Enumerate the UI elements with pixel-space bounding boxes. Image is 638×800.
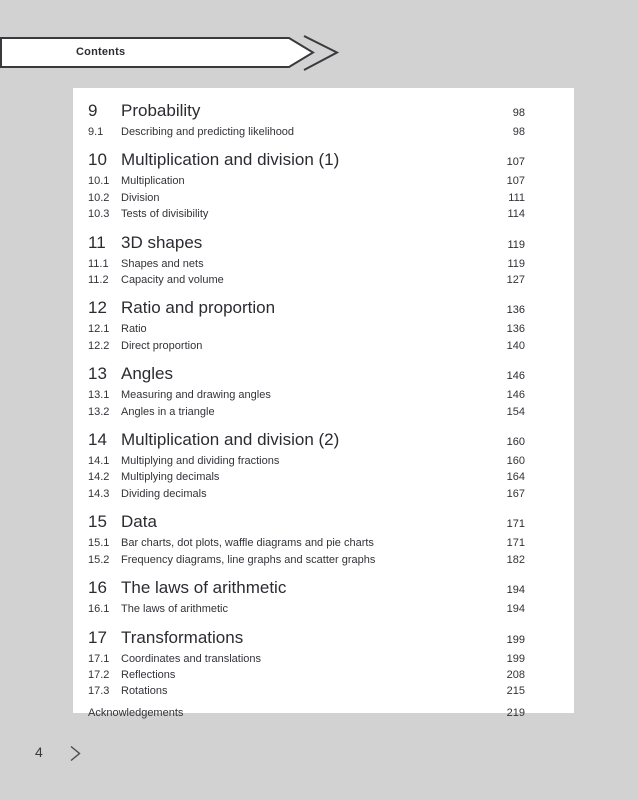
section-title: Multiplication	[121, 175, 185, 188]
contents-page-sheet	[73, 88, 574, 719]
contents-banner	[0, 33, 345, 75]
chapter-page: 171	[506, 518, 525, 531]
section-number: 10.2	[88, 191, 110, 204]
section-title: Dividing decimals	[121, 487, 207, 500]
chapter-number: 17	[88, 627, 107, 647]
toc-section-row	[88, 206, 525, 222]
arrow-ribbon-icon	[0, 33, 345, 75]
toc-chapter-block	[88, 100, 525, 140]
toc-section-row	[88, 601, 525, 617]
section-number: 15.2	[88, 553, 110, 566]
section-title: Multiplying and dividing fractions	[121, 455, 280, 468]
toc-section-row	[88, 256, 525, 272]
toc-section-row	[88, 190, 525, 206]
section-title: Ratio	[121, 323, 147, 336]
chapter-page: 98	[512, 107, 525, 119]
toc-section-row	[88, 552, 525, 568]
chapter-page: 146	[506, 370, 525, 383]
toc-chapter-row	[88, 363, 525, 387]
section-title: Angles in a triangle	[121, 405, 215, 418]
section-number: 14.3	[88, 487, 110, 500]
toc-chapter-row	[88, 297, 525, 321]
section-page: 160	[506, 455, 525, 468]
chapter-page: 107	[506, 156, 525, 169]
section-number: 13.2	[88, 405, 110, 418]
section-page: 208	[506, 668, 525, 681]
toc-section-row	[88, 173, 525, 189]
section-number: 14.1	[88, 455, 110, 468]
section-page: 171	[506, 537, 525, 550]
section-number: 11.2	[88, 274, 109, 287]
section-page: 127	[506, 274, 525, 287]
toc-chapter-block	[88, 232, 525, 289]
toc-chapter-block	[88, 511, 525, 568]
chapter-title: The laws of arithmetic	[121, 578, 287, 598]
toc-chapter-block	[88, 429, 525, 502]
section-number: 14.2	[88, 471, 110, 484]
section-title: The laws of arithmetic	[121, 603, 228, 616]
toc-section-row	[88, 387, 525, 403]
section-number: 10.1	[88, 175, 110, 188]
toc-chapter-row	[88, 511, 525, 535]
chapter-number: 15	[88, 512, 107, 532]
section-number: 13.1	[88, 389, 110, 402]
chapter-number: 14	[88, 430, 107, 450]
toc-section-row	[88, 535, 525, 551]
section-number: 10.3	[88, 208, 110, 221]
chapter-title: Ratio and proportion	[121, 298, 276, 318]
chapter-page: 194	[506, 584, 525, 597]
toc-chapter-block	[88, 577, 525, 617]
section-number: 17.2	[88, 668, 110, 681]
toc-section-row	[88, 469, 525, 485]
section-title: Shapes and nets	[121, 257, 204, 270]
section-title: Reflections	[121, 668, 176, 681]
chapter-page: 119	[507, 238, 525, 251]
section-page: 119	[507, 257, 525, 270]
extra-title: Acknowledgements	[88, 706, 184, 719]
chapter-number: 13	[88, 364, 107, 384]
toc-chapter-row	[88, 429, 525, 453]
section-title: Rotations	[121, 685, 168, 698]
chapter-page: 199	[506, 633, 525, 646]
toc-section-row	[88, 338, 525, 354]
toc-chapter-row	[88, 100, 525, 124]
toc-chapter-row	[88, 149, 525, 173]
chapter-page: 136	[506, 304, 525, 317]
section-number: 9.1	[88, 126, 104, 138]
section-page: 107	[506, 175, 525, 188]
section-title: Measuring and drawing angles	[121, 389, 271, 402]
toc-section-row	[88, 124, 525, 140]
section-number: 15.1	[88, 537, 110, 550]
toc-list	[88, 100, 525, 721]
toc-chapter-block	[88, 297, 525, 354]
section-number: 12.1	[88, 323, 110, 336]
section-title: Capacity and volume	[121, 274, 224, 287]
chapter-title: Angles	[121, 364, 173, 384]
section-page: 136	[506, 323, 525, 336]
section-page: 154	[506, 405, 525, 418]
section-title: Bar charts, dot plots, waffle diagrams and pie charts	[121, 537, 374, 550]
chapter-number: 12	[88, 298, 107, 318]
toc-section-row	[88, 321, 525, 337]
toc-section-row	[88, 651, 525, 667]
footer-page-number: 4	[35, 744, 43, 760]
chapter-title: Transformations	[121, 627, 244, 647]
section-number: 12.2	[88, 339, 110, 352]
section-page: 182	[506, 553, 525, 566]
section-title: Direct proportion	[121, 339, 203, 352]
chapter-title: Probability	[121, 101, 201, 120]
toc-section-row	[88, 683, 525, 699]
section-page: 146	[506, 389, 525, 402]
section-page: 98	[512, 126, 525, 138]
toc-section-row	[88, 404, 525, 420]
section-number: 11.1	[88, 257, 109, 270]
section-page: 111	[508, 191, 525, 204]
toc-section-row	[88, 272, 525, 288]
section-title: Frequency diagrams, line graphs and scatter graphs	[121, 553, 376, 566]
section-page: 199	[506, 652, 525, 665]
toc-chapter-row	[88, 627, 525, 651]
toc-chapter-block	[88, 149, 525, 222]
section-title: Tests of divisibility	[121, 208, 209, 221]
section-number: 16.1	[88, 603, 110, 616]
chapter-title: Data	[121, 512, 157, 532]
toc-chapter-row	[88, 232, 525, 256]
section-page: 140	[506, 339, 525, 352]
section-number: 17.3	[88, 685, 110, 698]
toc-section-row	[88, 486, 525, 502]
section-page: 194	[506, 603, 525, 616]
extra-page: 219	[506, 706, 525, 719]
toc-extra-row	[88, 705, 525, 721]
chapter-title: Multiplication and division (2)	[121, 430, 340, 450]
chapter-number: 9	[88, 101, 98, 120]
section-title: Division	[121, 191, 160, 204]
section-page: 215	[506, 685, 525, 698]
chapter-title: 3D shapes	[121, 232, 203, 252]
chapter-number: 10	[88, 150, 107, 170]
toc-section-row	[88, 453, 525, 469]
toc-chapter-block	[88, 627, 525, 700]
section-page: 114	[507, 208, 525, 221]
chevron-right-icon	[66, 744, 84, 762]
section-title: Multiplying decimals	[121, 471, 220, 484]
chapter-page: 160	[506, 436, 525, 449]
chapter-number: 16	[88, 578, 107, 598]
toc-section-row	[88, 667, 525, 683]
chapter-title: Multiplication and division (1)	[121, 150, 340, 170]
toc-chapter-row	[88, 577, 525, 601]
section-title: Coordinates and translations	[121, 652, 262, 665]
banner-label: Contents	[76, 46, 126, 58]
toc-chapter-block	[88, 363, 525, 420]
section-page: 167	[506, 487, 525, 500]
section-number: 17.1	[88, 652, 110, 665]
section-page: 164	[506, 471, 525, 484]
chapter-number: 11	[88, 232, 106, 252]
section-title: Describing and predicting likelihood	[121, 126, 295, 138]
